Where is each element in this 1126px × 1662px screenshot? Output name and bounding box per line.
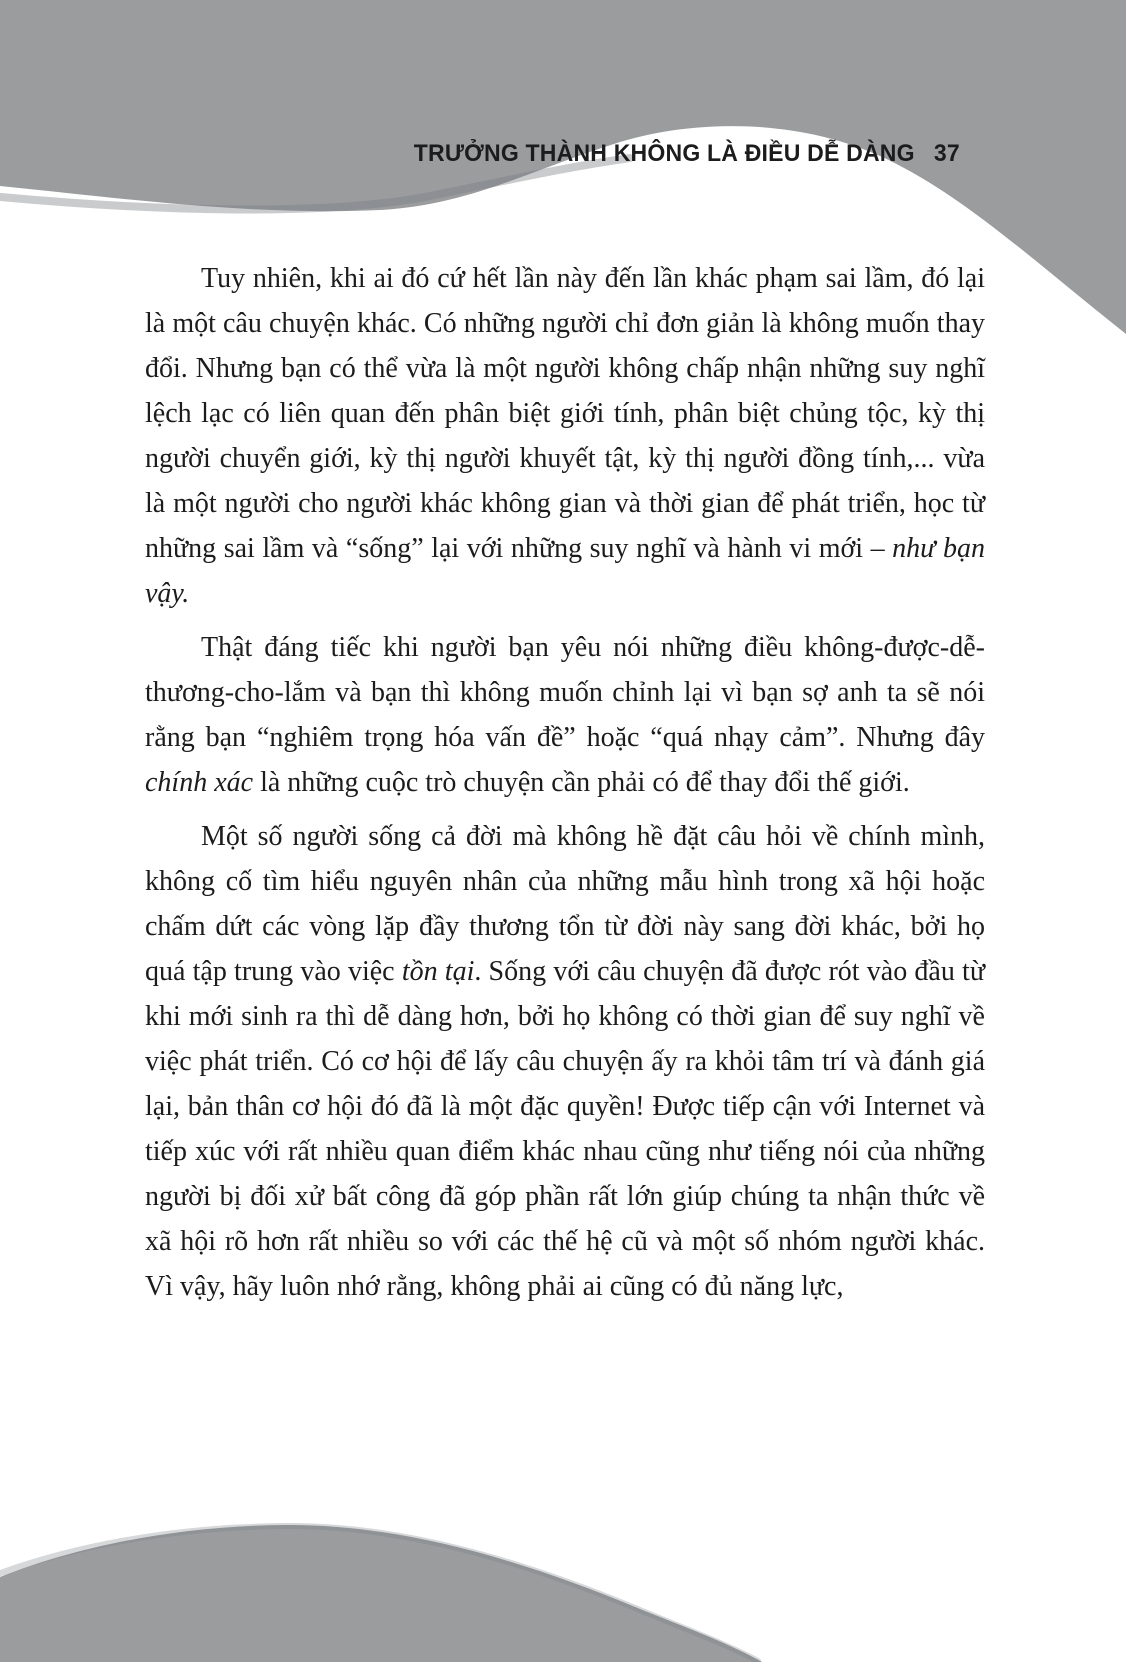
body-paragraph: Một số người sống cả đời mà không hề đặt câu hỏi về chính mình, không cố tìm hiểu nguyên nhân của những mẫu hình trong xã hội hoặc chấm dứt các vòng lặp đầy thương tổn từ đời này sang đời khác, bởi họ quá tập trung vào việc tồn tại. Sống với câu chuyện đã được rót vào đầu từ khi mới sinh ra thì dễ dàng hơn, bởi họ không có thời gian để suy nghĩ về việc phát triển. Có cơ hội để lấy câu chuyện ấy ra khỏi tâm trí và đánh giá lại, bản thân cơ hội đó đã là một đặc quyền! Được tiếp cận với Internet và tiếp xúc với rất nhiều quan điểm khác nhau cũng như tiếng nói của những người bị đối xử bất công đã góp phần rất lớn giúp chúng ta nhận thức về xã hội rõ hơn rất nhiều so với các thế hệ cũ và một số nhóm người khác. Vì vậy, hãy luôn nhớ rằng, không phải ai cũng có đủ năng lực,	[145, 821, 985, 1302]
bottom-gray-wave	[0, 1525, 762, 1662]
body-text	[145, 256, 985, 1309]
running-header-title: TRƯỞNG THÀNH KHÔNG LÀ ĐIỀU DỄ DÀNG	[413, 140, 915, 167]
page-number: 37	[933, 140, 960, 167]
bottom-decoration	[0, 1487, 1126, 1662]
running-header	[414, 140, 960, 168]
body-paragraph: Thật đáng tiếc khi người bạn yêu nói những điều không-được-dễ-thương-cho-lắm và bạn thì không muốn chỉnh lại vì bạn sợ anh ta sẽ nói rằng bạn “nghiêm trọng hóa vấn đề” hoặc “quá nhạy cảm”. Nhưng đây chính xác là những cuộc trò chuyện cần phải có để thay đổi thế giới.	[145, 632, 985, 798]
body-paragraph: Tuy nhiên, khi ai đó cứ hết lần này đến lần khác phạm sai lầm, đó lại là một câu chuyện khác. Có những người chỉ đơn giản là không muốn thay đổi. Nhưng bạn có thể vừa là một người không chấp nhận những suy nghĩ lệch lạc có liên quan đến phân biệt giới tính, phân biệt chủng tộc, kỳ thị người chuyển giới, kỳ thị người khuyết tật, kỳ thị người đồng tính,... vừa là một người cho người khác không gian và thời gian để phát triển, học từ những sai lầm và “sống” lại với những suy nghĩ và hành vi mới – như bạn vậy.	[145, 263, 985, 609]
